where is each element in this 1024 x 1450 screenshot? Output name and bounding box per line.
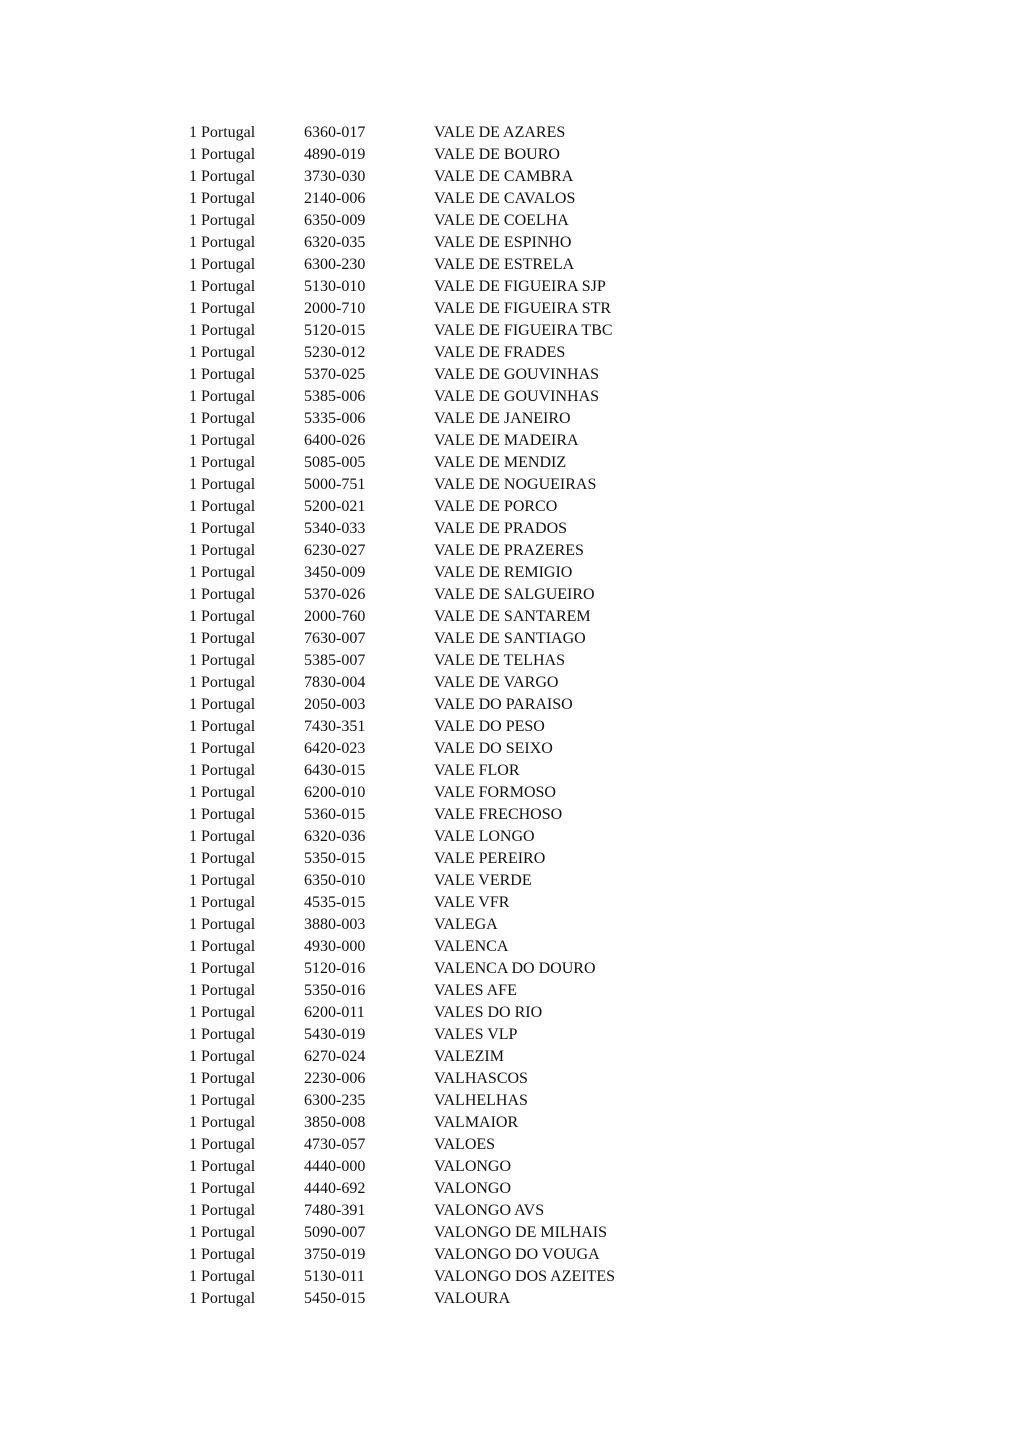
place-name-cell: VALMAIOR bbox=[434, 1114, 519, 1131]
place-name-cell: VALE VFR bbox=[434, 894, 510, 911]
table-row bbox=[0, 166, 1024, 188]
table-row bbox=[0, 650, 1024, 672]
table-row bbox=[0, 936, 1024, 958]
postal-code-cell: 6300-235 bbox=[304, 1092, 366, 1109]
country-cell: 1 Portugal bbox=[189, 278, 256, 295]
table-row bbox=[0, 1288, 1024, 1310]
table-row bbox=[0, 980, 1024, 1002]
postal-code-cell: 6200-010 bbox=[304, 784, 366, 801]
country-cell: 1 Portugal bbox=[189, 982, 256, 999]
place-name-cell: VALE DE FRADES bbox=[434, 344, 566, 361]
postal-code-cell: 2000-710 bbox=[304, 300, 366, 317]
country-cell: 1 Portugal bbox=[189, 872, 256, 889]
country-cell: 1 Portugal bbox=[189, 1026, 256, 1043]
country-cell: 1 Portugal bbox=[189, 1158, 256, 1175]
place-name-cell: VALE DE MADEIRA bbox=[434, 432, 579, 449]
postal-code-cell: 5385-007 bbox=[304, 652, 366, 669]
country-cell: 1 Portugal bbox=[189, 784, 256, 801]
country-cell: 1 Portugal bbox=[189, 630, 256, 647]
place-name-cell: VALE DE JANEIRO bbox=[434, 410, 571, 427]
country-cell: 1 Portugal bbox=[189, 586, 256, 603]
place-name-cell: VALE FRECHOSO bbox=[434, 806, 563, 823]
country-cell: 1 Portugal bbox=[189, 344, 256, 361]
postal-code-cell: 3880-003 bbox=[304, 916, 366, 933]
place-name-cell: VALHASCOS bbox=[434, 1070, 528, 1087]
postal-code-cell: 6270-024 bbox=[304, 1048, 366, 1065]
country-cell: 1 Portugal bbox=[189, 1092, 256, 1109]
postal-code-cell: 3450-009 bbox=[304, 564, 366, 581]
table-row bbox=[0, 1112, 1024, 1134]
country-cell: 1 Portugal bbox=[189, 894, 256, 911]
country-cell: 1 Portugal bbox=[189, 938, 256, 955]
country-cell: 1 Portugal bbox=[189, 1114, 256, 1131]
table-row bbox=[0, 232, 1024, 254]
place-name-cell: VALONGO AVS bbox=[434, 1202, 545, 1219]
postal-code-cell: 4535-015 bbox=[304, 894, 366, 911]
table-row bbox=[0, 584, 1024, 606]
table-row bbox=[0, 958, 1024, 980]
place-name-cell: VALENCA bbox=[434, 938, 509, 955]
country-cell: 1 Portugal bbox=[189, 168, 256, 185]
table-row bbox=[0, 672, 1024, 694]
postal-code-cell: 3730-030 bbox=[304, 168, 366, 185]
table-row bbox=[0, 144, 1024, 166]
place-name-cell: VALE DE PRAZERES bbox=[434, 542, 584, 559]
country-cell: 1 Portugal bbox=[189, 828, 256, 845]
postal-code-cell: 6230-027 bbox=[304, 542, 366, 559]
place-name-cell: VALE DE AZARES bbox=[434, 124, 566, 141]
place-name-cell: VALONGO DE MILHAIS bbox=[434, 1224, 608, 1241]
table-row bbox=[0, 826, 1024, 848]
table-row bbox=[0, 1046, 1024, 1068]
place-name-cell: VALONGO bbox=[434, 1158, 512, 1175]
place-name-cell: VALE DE ESTRELA bbox=[434, 256, 575, 273]
country-cell: 1 Portugal bbox=[189, 1268, 256, 1285]
table-row bbox=[0, 1002, 1024, 1024]
country-cell: 1 Portugal bbox=[189, 234, 256, 251]
table-row bbox=[0, 276, 1024, 298]
table-row bbox=[0, 540, 1024, 562]
place-name-cell: VALE DE COELHA bbox=[434, 212, 569, 229]
postal-code-cell: 5350-015 bbox=[304, 850, 366, 867]
country-cell: 1 Portugal bbox=[189, 1246, 256, 1263]
place-name-cell: VALE DE SALGUEIRO bbox=[434, 586, 595, 603]
postal-code-cell: 5130-011 bbox=[304, 1268, 365, 1285]
postal-code-cell: 5200-021 bbox=[304, 498, 366, 515]
place-name-cell: VALHELHAS bbox=[434, 1092, 528, 1109]
table-row bbox=[0, 1090, 1024, 1112]
place-name-cell: VALE FLOR bbox=[434, 762, 520, 779]
place-name-cell: VALE DE FIGUEIRA STR bbox=[434, 300, 612, 317]
country-cell: 1 Portugal bbox=[189, 1224, 256, 1241]
country-cell: 1 Portugal bbox=[189, 432, 256, 449]
postal-code-cell: 4730-057 bbox=[304, 1136, 366, 1153]
table-row bbox=[0, 298, 1024, 320]
country-cell: 1 Portugal bbox=[189, 454, 256, 471]
table-row bbox=[0, 892, 1024, 914]
country-cell: 1 Portugal bbox=[189, 1290, 256, 1307]
postal-code-cell: 5450-015 bbox=[304, 1290, 366, 1307]
table-row bbox=[0, 1178, 1024, 1200]
place-name-cell: VALEGA bbox=[434, 916, 498, 933]
place-name-cell: VALE DE BOURO bbox=[434, 146, 560, 163]
postal-code-cell: 2230-006 bbox=[304, 1070, 366, 1087]
country-cell: 1 Portugal bbox=[189, 1070, 256, 1087]
table-row bbox=[0, 254, 1024, 276]
postal-code-cell: 3750-019 bbox=[304, 1246, 366, 1263]
table-row bbox=[0, 364, 1024, 386]
country-cell: 1 Portugal bbox=[189, 476, 256, 493]
place-name-cell: VALE DE NOGUEIRAS bbox=[434, 476, 597, 493]
postal-code-cell: 5085-005 bbox=[304, 454, 366, 471]
postal-code-cell: 6350-009 bbox=[304, 212, 366, 229]
table-row bbox=[0, 452, 1024, 474]
table-row bbox=[0, 738, 1024, 760]
country-cell: 1 Portugal bbox=[189, 718, 256, 735]
place-name-cell: VALES VLP bbox=[434, 1026, 518, 1043]
postal-code-cell: 6420-023 bbox=[304, 740, 366, 757]
postal-code-cell: 5360-015 bbox=[304, 806, 366, 823]
table-row bbox=[0, 320, 1024, 342]
place-name-cell: VALE DE CAMBRA bbox=[434, 168, 574, 185]
place-name-cell: VALE DO PESO bbox=[434, 718, 545, 735]
country-cell: 1 Portugal bbox=[189, 652, 256, 669]
place-name-cell: VALOURA bbox=[434, 1290, 511, 1307]
table-row bbox=[0, 804, 1024, 826]
country-cell: 1 Portugal bbox=[189, 1202, 256, 1219]
postal-code-cell: 6430-015 bbox=[304, 762, 366, 779]
table-row bbox=[0, 1222, 1024, 1244]
table-row bbox=[0, 1200, 1024, 1222]
country-cell: 1 Portugal bbox=[189, 1048, 256, 1065]
postal-code-cell: 7630-007 bbox=[304, 630, 366, 647]
place-name-cell: VALE VERDE bbox=[434, 872, 532, 889]
postal-code-cell: 5230-012 bbox=[304, 344, 366, 361]
country-cell: 1 Portugal bbox=[189, 212, 256, 229]
country-cell: 1 Portugal bbox=[189, 542, 256, 559]
postal-code-cell: 5120-016 bbox=[304, 960, 366, 977]
place-name-cell: VALE DE MENDIZ bbox=[434, 454, 567, 471]
country-cell: 1 Portugal bbox=[189, 388, 256, 405]
place-name-cell: VALE PEREIRO bbox=[434, 850, 546, 867]
table-row bbox=[0, 430, 1024, 452]
table-row bbox=[0, 210, 1024, 232]
table-row bbox=[0, 474, 1024, 496]
place-name-cell: VALE DE PRADOS bbox=[434, 520, 568, 537]
place-name-cell: VALE DO SEIXO bbox=[434, 740, 553, 757]
postal-code-cell: 6200-011 bbox=[304, 1004, 365, 1021]
place-name-cell: VALE DE ESPINHO bbox=[434, 234, 572, 251]
postal-code-cell: 4930-000 bbox=[304, 938, 366, 955]
country-cell: 1 Portugal bbox=[189, 498, 256, 515]
table-row bbox=[0, 694, 1024, 716]
place-name-cell: VALE DE GOUVINHAS bbox=[434, 388, 600, 405]
postal-code-cell: 6300-230 bbox=[304, 256, 366, 273]
place-name-cell: VALOES bbox=[434, 1136, 496, 1153]
postal-code-cell: 5335-006 bbox=[304, 410, 366, 427]
postal-code-cell: 4890-019 bbox=[304, 146, 366, 163]
place-name-cell: VALES AFE bbox=[434, 982, 517, 999]
postal-code-cell: 2050-003 bbox=[304, 696, 366, 713]
postal-code-cell: 5090-007 bbox=[304, 1224, 366, 1241]
country-cell: 1 Portugal bbox=[189, 564, 256, 581]
postal-code-cell: 5350-016 bbox=[304, 982, 366, 999]
country-cell: 1 Portugal bbox=[189, 696, 256, 713]
place-name-cell: VALE DE TELHAS bbox=[434, 652, 565, 669]
table-row bbox=[0, 628, 1024, 650]
place-name-cell: VALE DE FIGUEIRA TBC bbox=[434, 322, 613, 339]
postal-code-list bbox=[0, 122, 1024, 1310]
postal-code-cell: 2000-760 bbox=[304, 608, 366, 625]
country-cell: 1 Portugal bbox=[189, 300, 256, 317]
postal-code-cell: 5000-751 bbox=[304, 476, 366, 493]
table-row bbox=[0, 342, 1024, 364]
country-cell: 1 Portugal bbox=[189, 520, 256, 537]
table-row bbox=[0, 1266, 1024, 1288]
place-name-cell: VALE DE GOUVINHAS bbox=[434, 366, 600, 383]
country-cell: 1 Portugal bbox=[189, 850, 256, 867]
postal-code-cell: 3850-008 bbox=[304, 1114, 366, 1131]
country-cell: 1 Portugal bbox=[189, 322, 256, 339]
country-cell: 1 Portugal bbox=[189, 366, 256, 383]
postal-code-cell: 6350-010 bbox=[304, 872, 366, 889]
place-name-cell: VALONGO bbox=[434, 1180, 512, 1197]
place-name-cell: VALE DE SANTIAGO bbox=[434, 630, 586, 647]
place-name-cell: VALE LONGO bbox=[434, 828, 535, 845]
country-cell: 1 Portugal bbox=[189, 960, 256, 977]
postal-code-cell: 7430-351 bbox=[304, 718, 366, 735]
table-row bbox=[0, 606, 1024, 628]
postal-code-cell: 6320-035 bbox=[304, 234, 366, 251]
country-cell: 1 Portugal bbox=[189, 762, 256, 779]
country-cell: 1 Portugal bbox=[189, 916, 256, 933]
postal-code-cell: 5340-033 bbox=[304, 520, 366, 537]
table-row bbox=[0, 1068, 1024, 1090]
place-name-cell: VALONGO DO VOUGA bbox=[434, 1246, 600, 1263]
country-cell: 1 Portugal bbox=[189, 1136, 256, 1153]
table-row bbox=[0, 1244, 1024, 1266]
postal-code-cell: 4440-000 bbox=[304, 1158, 366, 1175]
country-cell: 1 Portugal bbox=[189, 674, 256, 691]
table-row bbox=[0, 848, 1024, 870]
country-cell: 1 Portugal bbox=[189, 1180, 256, 1197]
table-row bbox=[0, 914, 1024, 936]
postal-code-cell: 2140-006 bbox=[304, 190, 366, 207]
place-name-cell: VALE DE VARGO bbox=[434, 674, 559, 691]
table-row bbox=[0, 1024, 1024, 1046]
postal-code-cell: 7480-391 bbox=[304, 1202, 366, 1219]
table-row bbox=[0, 1156, 1024, 1178]
country-cell: 1 Portugal bbox=[189, 806, 256, 823]
table-row bbox=[0, 122, 1024, 144]
postal-code-cell: 6320-036 bbox=[304, 828, 366, 845]
place-name-cell: VALE DE SANTAREM bbox=[434, 608, 591, 625]
place-name-cell: VALE DE CAVALOS bbox=[434, 190, 576, 207]
place-name-cell: VALONGO DOS AZEITES bbox=[434, 1268, 616, 1285]
place-name-cell: VALE DE REMIGIO bbox=[434, 564, 573, 581]
table-row bbox=[0, 760, 1024, 782]
postal-code-cell: 6400-026 bbox=[304, 432, 366, 449]
place-name-cell: VALES DO RIO bbox=[434, 1004, 543, 1021]
table-row bbox=[0, 562, 1024, 584]
postal-code-cell: 5370-026 bbox=[304, 586, 366, 603]
table-row bbox=[0, 716, 1024, 738]
place-name-cell: VALE FORMOSO bbox=[434, 784, 556, 801]
country-cell: 1 Portugal bbox=[189, 146, 256, 163]
place-name-cell: VALE DE FIGUEIRA SJP bbox=[434, 278, 606, 295]
country-cell: 1 Portugal bbox=[189, 190, 256, 207]
place-name-cell: VALE DE PORCO bbox=[434, 498, 558, 515]
table-row bbox=[0, 870, 1024, 892]
table-row bbox=[0, 188, 1024, 210]
postal-code-cell: 5120-015 bbox=[304, 322, 366, 339]
postal-code-cell: 5385-006 bbox=[304, 388, 366, 405]
postal-code-cell: 7830-004 bbox=[304, 674, 366, 691]
country-cell: 1 Portugal bbox=[189, 256, 256, 273]
table-row bbox=[0, 408, 1024, 430]
postal-code-cell: 5430-019 bbox=[304, 1026, 366, 1043]
table-row bbox=[0, 496, 1024, 518]
table-row bbox=[0, 386, 1024, 408]
postal-code-cell: 6360-017 bbox=[304, 124, 366, 141]
country-cell: 1 Portugal bbox=[189, 740, 256, 757]
place-name-cell: VALEZIM bbox=[434, 1048, 504, 1065]
country-cell: 1 Portugal bbox=[189, 1004, 256, 1021]
table-row bbox=[0, 1134, 1024, 1156]
place-name-cell: VALENCA DO DOURO bbox=[434, 960, 596, 977]
table-row bbox=[0, 518, 1024, 540]
table-row bbox=[0, 782, 1024, 804]
postal-code-cell: 5130-010 bbox=[304, 278, 366, 295]
country-cell: 1 Portugal bbox=[189, 410, 256, 427]
place-name-cell: VALE DO PARAISO bbox=[434, 696, 573, 713]
country-cell: 1 Portugal bbox=[189, 124, 256, 141]
country-cell: 1 Portugal bbox=[189, 608, 256, 625]
postal-code-cell: 5370-025 bbox=[304, 366, 366, 383]
postal-code-cell: 4440-692 bbox=[304, 1180, 366, 1197]
